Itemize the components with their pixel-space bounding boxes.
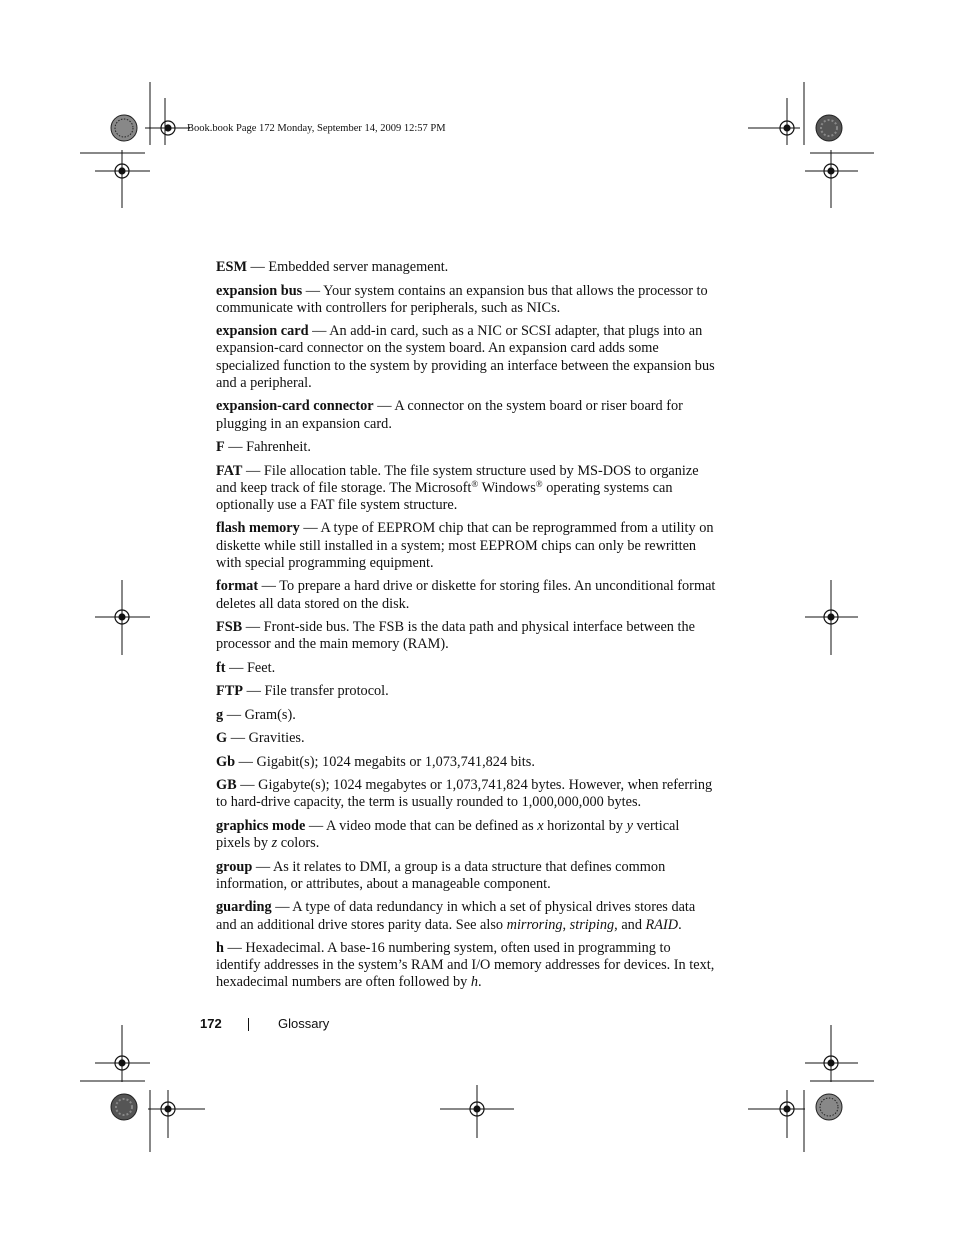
glossary-entry: [216, 899, 716, 933]
glossary-entry: [216, 754, 716, 771]
glossary-entry: [216, 707, 716, 724]
glossary-term: g: [216, 706, 224, 723]
definition-text: — A type of EEPROM chip that can be reprogrammed from a utility on diskette while still installed in a system; most EEPROM chips can only be rewritten with special programming equipment.: [216, 520, 714, 571]
definition-text: — Hexadecimal. A base-16 numbering system, often used in programming to identify addresses in the system’s RAM and I/O memory addresses for devices. In text, hexadecimal numbers are often followed by: [216, 940, 715, 991]
definition-text: vertical pixels by: [216, 817, 680, 852]
definition-text: — File transfer protocol.: [243, 683, 389, 700]
glossary-entry: [216, 520, 716, 572]
glossary-entry: [216, 259, 716, 276]
glossary-entry: [216, 398, 716, 432]
section-title: Glossary: [278, 1016, 330, 1031]
definition-text: — To prepare a hard drive or diskette for storing files. An unconditional format deletes all data stored on the disk.: [216, 578, 716, 612]
definition-text: striping: [569, 916, 615, 933]
definition-text: .: [678, 916, 682, 933]
definition-text: mirroring: [506, 916, 563, 933]
glossary-entry: [216, 683, 716, 700]
registered-mark: ®: [535, 478, 543, 489]
print-header: Book.book Page 172 Monday, September 14, 2009 12:57 PM: [187, 123, 446, 134]
definition-text: z: [271, 835, 278, 852]
glossary-entry: [216, 859, 716, 893]
definition-text: — Gravities.: [227, 730, 305, 747]
glossary-entry: [216, 463, 716, 515]
glossary-entry: [216, 940, 716, 992]
definition-text: — Gram(s).: [223, 706, 296, 723]
glossary-entry: [216, 777, 716, 811]
definition-text: — As it relates to DMI, a group is a data structure that defines common information, or attributes, about a manageable component.: [216, 858, 666, 892]
glossary-term: format: [216, 578, 259, 595]
glossary-term: expansion-card connector: [216, 398, 374, 415]
glossary-term: ft: [216, 659, 226, 676]
definition-text: y: [626, 817, 633, 834]
glossary-term: graphics mode: [216, 817, 306, 834]
glossary-entry: [216, 283, 716, 317]
definition-text: operating systems can optionally use a FAT file system structure.: [216, 479, 673, 513]
definition-text: x: [537, 817, 544, 834]
registered-mark: ®: [471, 478, 479, 489]
glossary-term: FSB: [216, 619, 243, 636]
definition-text: — A type of data redundancy in which a set of physical drives stores data and an additional drive stores parity data. See also: [216, 899, 696, 933]
page-number: 172: [200, 1016, 222, 1031]
definition-text: — File allocation table. The file system structure used by MS-DOS to organize and keep track of file storage. The Microsoft: [216, 462, 699, 496]
definition-text: — Gigabyte(s); 1024 megabytes or 1,073,741,824 bytes. However, when referring to hard-drive capacity, the term is usually rounded to 1,000,000,000 bytes.: [216, 777, 713, 811]
definition-text: Windows: [478, 479, 536, 496]
glossary-term: Gb: [216, 753, 236, 770]
glossary-term: ESM: [216, 259, 247, 275]
glossary-term: flash memory: [216, 520, 300, 537]
definition-text: horizontal by: [543, 817, 627, 834]
glossary-term: F: [216, 439, 225, 456]
definition-text: — An add-in card, such as a NIC or SCSI adapter, that plugs into an expansion-card connector on the system board. An expansion card adds some specialized function to the system by providing an interface between the expansion bus and a peripheral.: [216, 323, 715, 391]
glossary-term: group: [216, 858, 253, 875]
glossary-entry: [216, 578, 716, 612]
glossary-term: expansion card: [216, 323, 309, 340]
glossary-term: GB: [216, 777, 237, 794]
glossary-term: FAT: [216, 462, 243, 479]
definition-text: — Front-side bus. The FSB is the data path and physical interface between the processor and the main memory (RAM).: [216, 619, 695, 653]
glossary-term: expansion bus: [216, 282, 303, 299]
glossary-entry: [216, 323, 716, 392]
glossary-entry: [216, 730, 716, 747]
definition-text: — Embedded server management.: [246, 259, 449, 275]
glossary-entry: [216, 619, 716, 653]
definition-text: ,: [562, 916, 570, 933]
definition-text: — Fahrenheit.: [224, 439, 311, 456]
glossary-list: [216, 259, 716, 998]
glossary-term: FTP: [216, 683, 244, 700]
glossary-term: guarding: [216, 899, 272, 916]
footer-divider: [248, 1018, 249, 1031]
definition-text: — Your system contains an expansion bus that allows the processor to communicate with controllers for peripherals, such as NICs.: [216, 282, 708, 316]
glossary-term: G: [216, 730, 228, 747]
page-footer: [200, 1016, 330, 1031]
glossary-entry: [216, 660, 716, 677]
definition-text: h: [470, 974, 479, 991]
definition-text: , and: [614, 916, 646, 933]
definition-text: colors.: [277, 835, 320, 852]
definition-text: — Feet.: [225, 659, 276, 676]
definition-text: .: [478, 974, 482, 991]
definition-text: — A video mode that can be defined as: [305, 817, 538, 834]
glossary-entry: [216, 818, 716, 852]
definition-text: — A connector on the system board or riser board for plugging in an expansion card.: [216, 398, 683, 432]
glossary-term: h: [216, 940, 224, 957]
definition-text: — Gigabit(s); 1024 megabits or 1,073,741,824 bits.: [235, 753, 535, 770]
definition-text: RAID: [645, 916, 679, 933]
glossary-entry: [216, 439, 716, 456]
